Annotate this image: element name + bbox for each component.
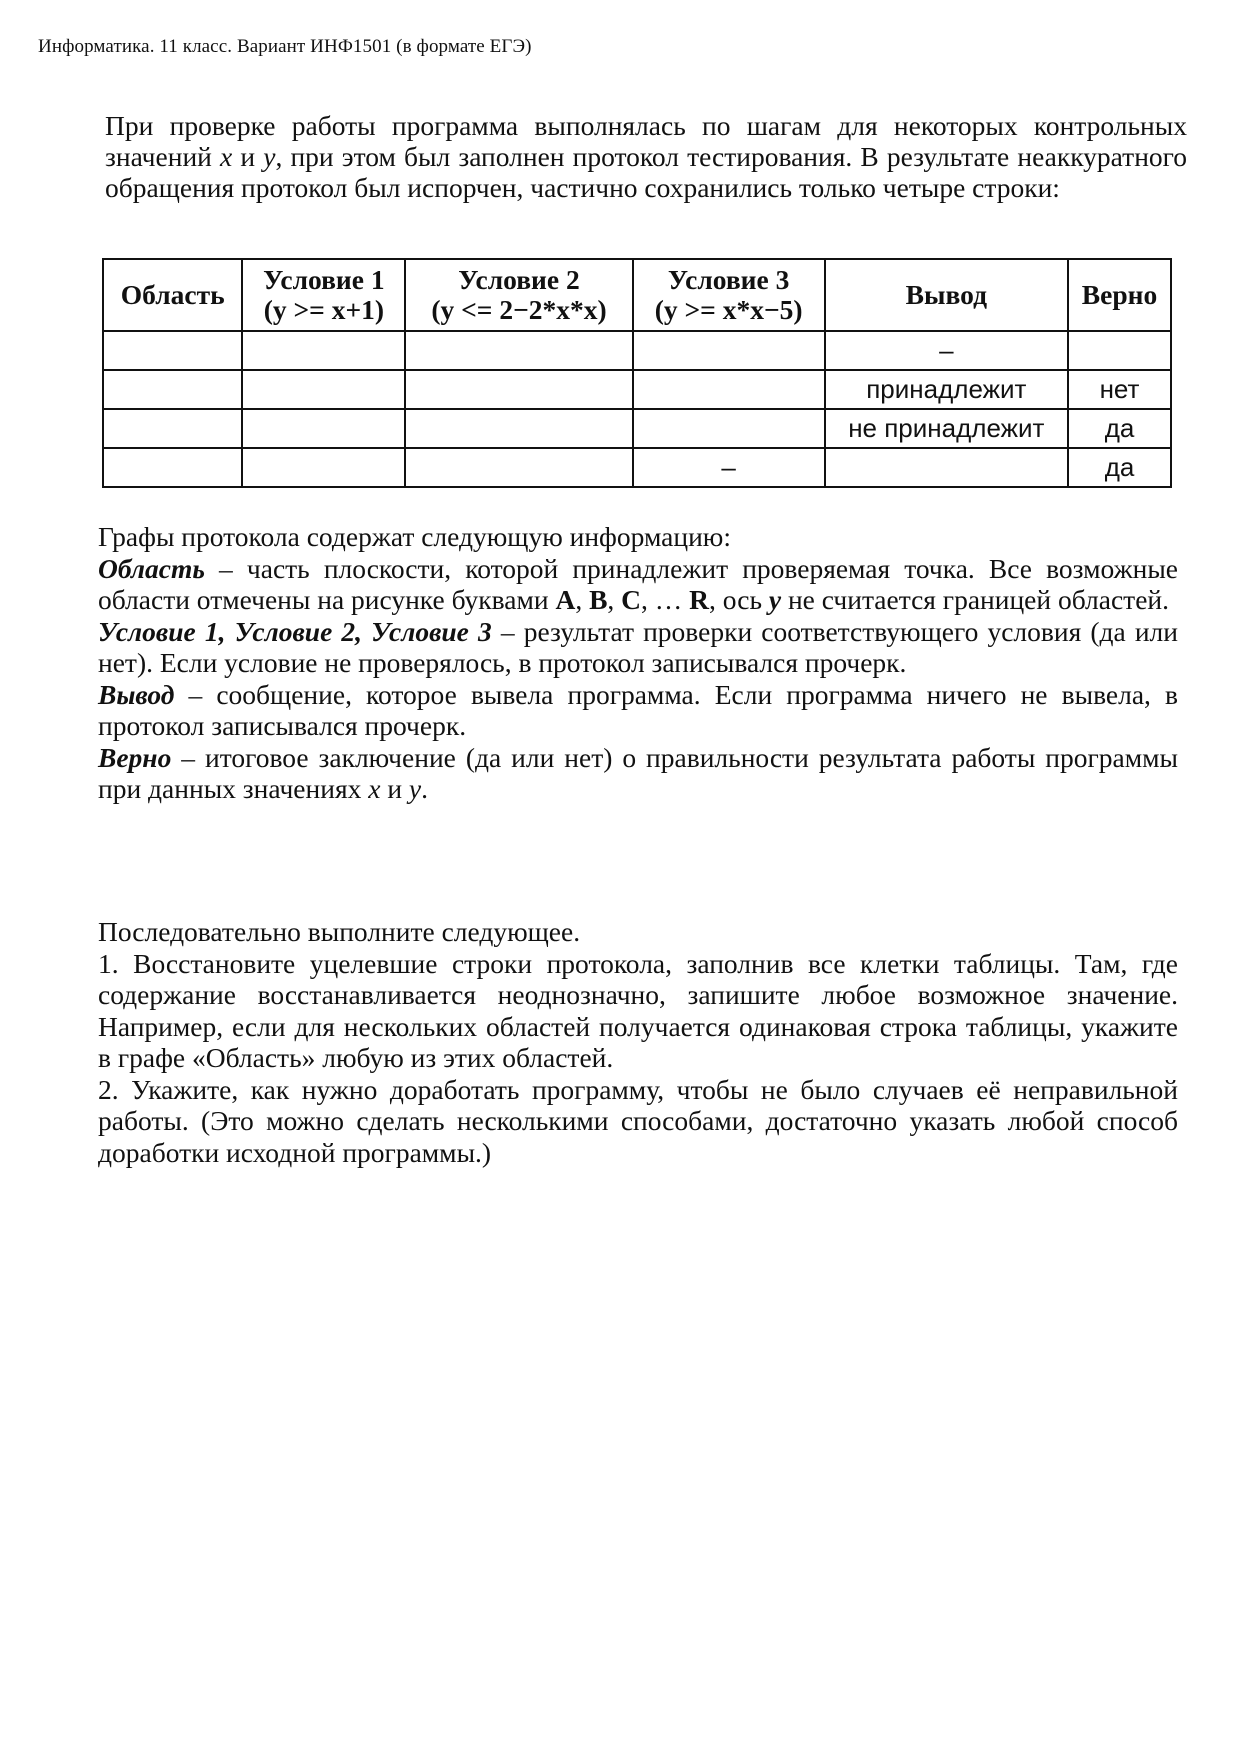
col-header-cond3: Условие 3 (y >= x*x−5): [633, 259, 825, 331]
table-cell: да: [1068, 448, 1171, 487]
page-header: Информатика. 11 класс. Вариант ИНФ1501 (в формате ЕГЭ): [38, 36, 532, 57]
table-cell: [405, 370, 632, 409]
table-cell: [405, 331, 632, 370]
protocol-table: [102, 258, 1172, 488]
intro-paragraph: [105, 110, 1187, 203]
task-1: 1. Восстановите уцелевшие строки протокола, заполнив все клетки таблицы. Там, где содержание восстанавливается неоднозначно, запишите любое возможное значение. Например, если для нескольких областей получается одинаковая строка таблицы, укажите в графе «Область» любую из этих областей.: [98, 947, 1178, 1073]
col-header-output: Вывод: [825, 259, 1068, 331]
table-cell: [242, 331, 405, 370]
intro-text-1: При проверке работы программа выполнялась по шагам для некоторых контрольных значений: [105, 110, 1187, 172]
col-header-area: Область: [103, 259, 242, 331]
table-cell: [405, 409, 632, 448]
table-header-row: [103, 259, 1171, 331]
intro-and: и: [232, 141, 264, 172]
def-area: Область – часть плоскости, которой принадлежит проверяемая точка. Все возможные области отмечены на рисунке буквами A, B, C, … R, ось y не считается границей областей.: [98, 552, 1178, 615]
def-correct: Верно – итоговое заключение (да или нет) о правильности результата работы программы при данных значениях x и y.: [98, 741, 1178, 804]
tasks-intro: Последовательно выполните следующее.: [98, 916, 581, 947]
col-header-correct: Верно: [1068, 259, 1171, 331]
table-cell: не принадлежит: [825, 409, 1068, 448]
def-output: Вывод – сообщение, которое вывела программа. Если программа ничего не вывела, в протокол записывался прочерк.: [98, 678, 1178, 741]
table-cell: [103, 448, 242, 487]
table-cell: [1068, 331, 1171, 370]
table-cell: да: [1068, 409, 1171, 448]
table-cell: [633, 409, 825, 448]
table-cell: нет: [1068, 370, 1171, 409]
var-x: x: [220, 141, 233, 172]
table-cell: [405, 448, 632, 487]
col-header-cond1: Условие 1 (y >= x+1): [242, 259, 405, 331]
table-row: [103, 409, 1171, 448]
table-cell: –: [633, 448, 825, 487]
table-cell: [242, 409, 405, 448]
table-row: [103, 370, 1171, 409]
table-cell: принадлежит: [825, 370, 1068, 409]
task-2: 2. Укажите, как нужно доработать программу, чтобы не было случаев её неправильной работы. (Это можно сделать несколькими способами, достаточно указать любой способ доработки исходной программы.): [98, 1073, 1178, 1168]
var-y: y: [263, 141, 276, 172]
intro-text-2: , при этом был заполнен протокол тестирования. В результате неаккуратного обращения протокол был испорчен, частично сохранились только четыре строки:: [105, 141, 1188, 203]
column-definitions: [98, 521, 1178, 805]
table-cell: [103, 370, 242, 409]
table-cell: –: [825, 331, 1068, 370]
col-header-cond2: Условие 2 (y <= 2−2*x*x): [405, 259, 632, 331]
table-cell: [103, 331, 242, 370]
table-cell: [103, 409, 242, 448]
def-conditions: Условие 1, Условие 2, Условие 3 – результат проверки соответствующего условия (да или нет). Если условие не проверялось, в протокол записывался прочерк.: [98, 615, 1178, 678]
task-list: [98, 916, 1178, 1168]
table-cell: [633, 331, 825, 370]
table-row: [103, 331, 1171, 370]
table-cell: [242, 448, 405, 487]
table-row: [103, 448, 1171, 487]
defs-intro: Графы протокола содержат следующую информацию:: [98, 521, 731, 552]
table-cell: [825, 448, 1068, 487]
table-cell: [242, 370, 405, 409]
table-cell: [633, 370, 825, 409]
